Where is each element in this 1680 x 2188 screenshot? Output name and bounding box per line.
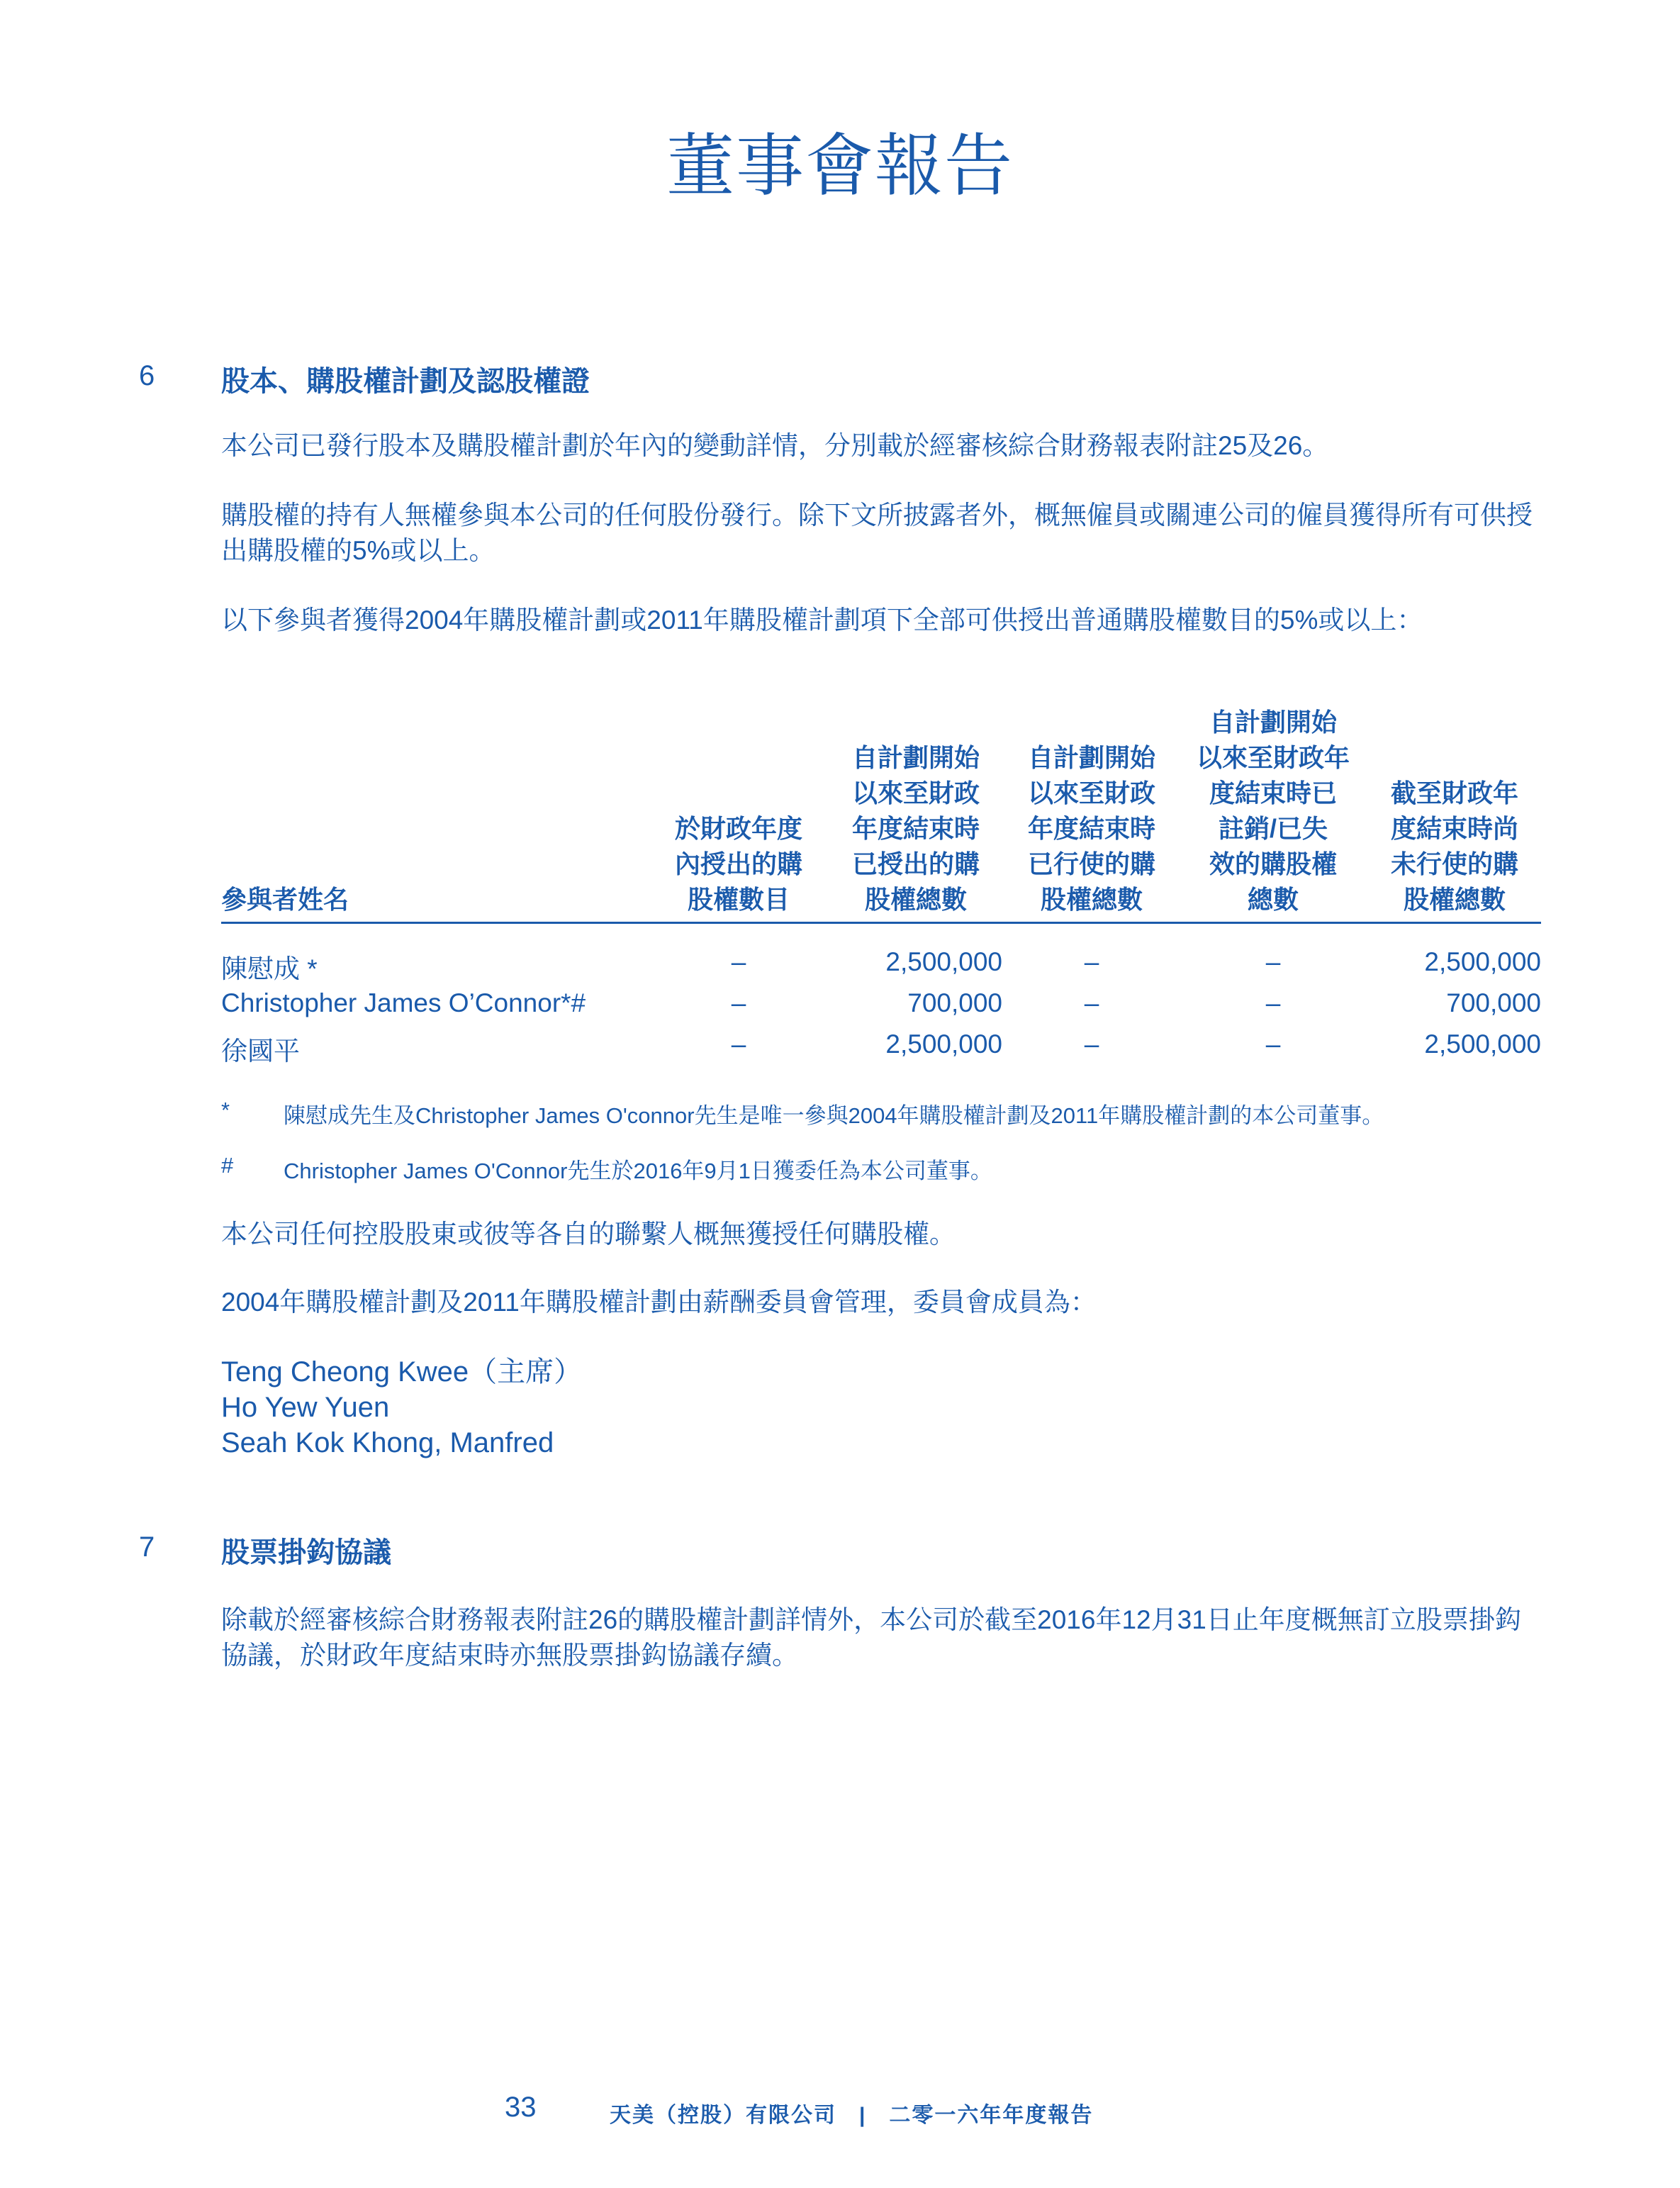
total-granted: 700,000 bbox=[907, 988, 1002, 1017]
section-6-heading: 股本、購股權計劃及認股權證 bbox=[221, 366, 590, 397]
total-exercised: – bbox=[1084, 1029, 1099, 1059]
total-exercised: – bbox=[1084, 947, 1099, 976]
section-6-number: 6 bbox=[139, 360, 155, 391]
header-total-outstanding: 截至財政年 度結束時尚 未行使的購 股權總數 bbox=[1390, 778, 1518, 914]
table-row bbox=[221, 947, 1541, 988]
footnote-mark: # bbox=[221, 1153, 234, 1178]
header-granted-during-year: 於財政年度 內授出的購 股權數目 bbox=[674, 814, 802, 914]
share-option-table bbox=[221, 708, 1541, 1066]
section-6-paragraph-1: 本公司已發行股本及購股權計劃於年內的變動詳情，分別載於經審核綜合財務報表附註25及26。 bbox=[221, 431, 1329, 460]
total-cancelled-lapsed: – bbox=[1265, 1029, 1281, 1059]
footer-text: 天美（控股）有限公司 | 二零一六年年度報告 bbox=[610, 2104, 1094, 2127]
total-outstanding: 2,500,000 bbox=[1424, 947, 1541, 976]
header-total-granted: 自計劃開始 以來至財政 年度結束時 已授出的購 股權總數 bbox=[851, 743, 980, 914]
granted-during-year: – bbox=[731, 1029, 746, 1059]
section-6-paragraph-5: 2004年購股權計劃及2011年購股權計劃由薪酬委員會管理，委員會成員為： bbox=[221, 1288, 1097, 1317]
total-granted: 2,500,000 bbox=[885, 1029, 1002, 1059]
page-number: 33 bbox=[505, 2092, 537, 2123]
header-total-exercised: 自計劃開始 以來至財政 年度結束時 已行使的購 股權總數 bbox=[1027, 743, 1155, 914]
granted-during-year: – bbox=[731, 988, 746, 1017]
section-6-paragraph-3: 以下參與者獲得2004年購股權計劃或2011年購股權計劃項下全部可供授出普通購股權數目的5%或以上： bbox=[221, 605, 1423, 635]
committee-member: Seah Kok Khong, Manfred bbox=[221, 1427, 554, 1458]
footnote-mark: * bbox=[221, 1098, 230, 1122]
header-participant-name: 參與者姓名 bbox=[221, 885, 349, 914]
footnote-text: Christopher James O'Connor先生於2016年9月1日獲委任為本公司董事。 bbox=[284, 1159, 992, 1183]
total-outstanding: 700,000 bbox=[1446, 988, 1541, 1017]
total-cancelled-lapsed: – bbox=[1265, 988, 1281, 1017]
section-6-paragraph-4: 本公司任何控股股東或彼等各自的聯繫人概無獲授任何購股權。 bbox=[221, 1219, 956, 1249]
committee-member: Ho Yew Yuen bbox=[221, 1392, 390, 1423]
committee-member: Teng Cheong Kwee（主席） bbox=[221, 1356, 583, 1388]
total-outstanding: 2,500,000 bbox=[1424, 1029, 1541, 1059]
header-total-cancelled-lapsed: 自計劃開始 以來至財政年 度結束時已 註銷/已失 效的購股權 總數 bbox=[1196, 708, 1350, 914]
section-7-number: 7 bbox=[139, 1531, 155, 1563]
participant-name: 陳慰成 * bbox=[221, 954, 318, 983]
section-6-paragraph-2: 購股權的持有人無權參與本公司的任何股份發行。除下文所披露者外，概無僱員或關連公司的僱員獲得所有可供授出購股權的5%或以上。 bbox=[221, 501, 1533, 565]
granted-during-year: – bbox=[731, 947, 746, 976]
total-exercised: – bbox=[1084, 988, 1099, 1017]
total-granted: 2,500,000 bbox=[885, 947, 1002, 976]
committee-members-list bbox=[221, 1354, 582, 1461]
page-title: 董事會報告 bbox=[666, 128, 1014, 204]
section-7-paragraph-1: 除載於經審核綜合財務報表附註26的購股權計劃詳情外，本公司於截至2016年12月31日止年度概無訂立股票掛鈎協議，於財政年度結束時亦無股票掛鈎協議存續。 bbox=[221, 1605, 1521, 1670]
footnote-text: 陳慰成先生及Christopher James O'connor先生是唯一參與2004年購股權計劃及2011年購股權計劃的本公司董事。 bbox=[284, 1103, 1384, 1128]
total-cancelled-lapsed: – bbox=[1265, 947, 1281, 976]
table-header-row bbox=[221, 709, 1541, 922]
table-row bbox=[221, 1029, 1541, 1071]
participant-name: Christopher James O’Connor*# bbox=[221, 988, 586, 1017]
participant-name: 徐國平 bbox=[221, 1037, 300, 1066]
table-row bbox=[221, 988, 1541, 1029]
section-7-heading: 股票掛鈎協議 bbox=[221, 1537, 391, 1568]
table-header-rule bbox=[221, 922, 1541, 924]
